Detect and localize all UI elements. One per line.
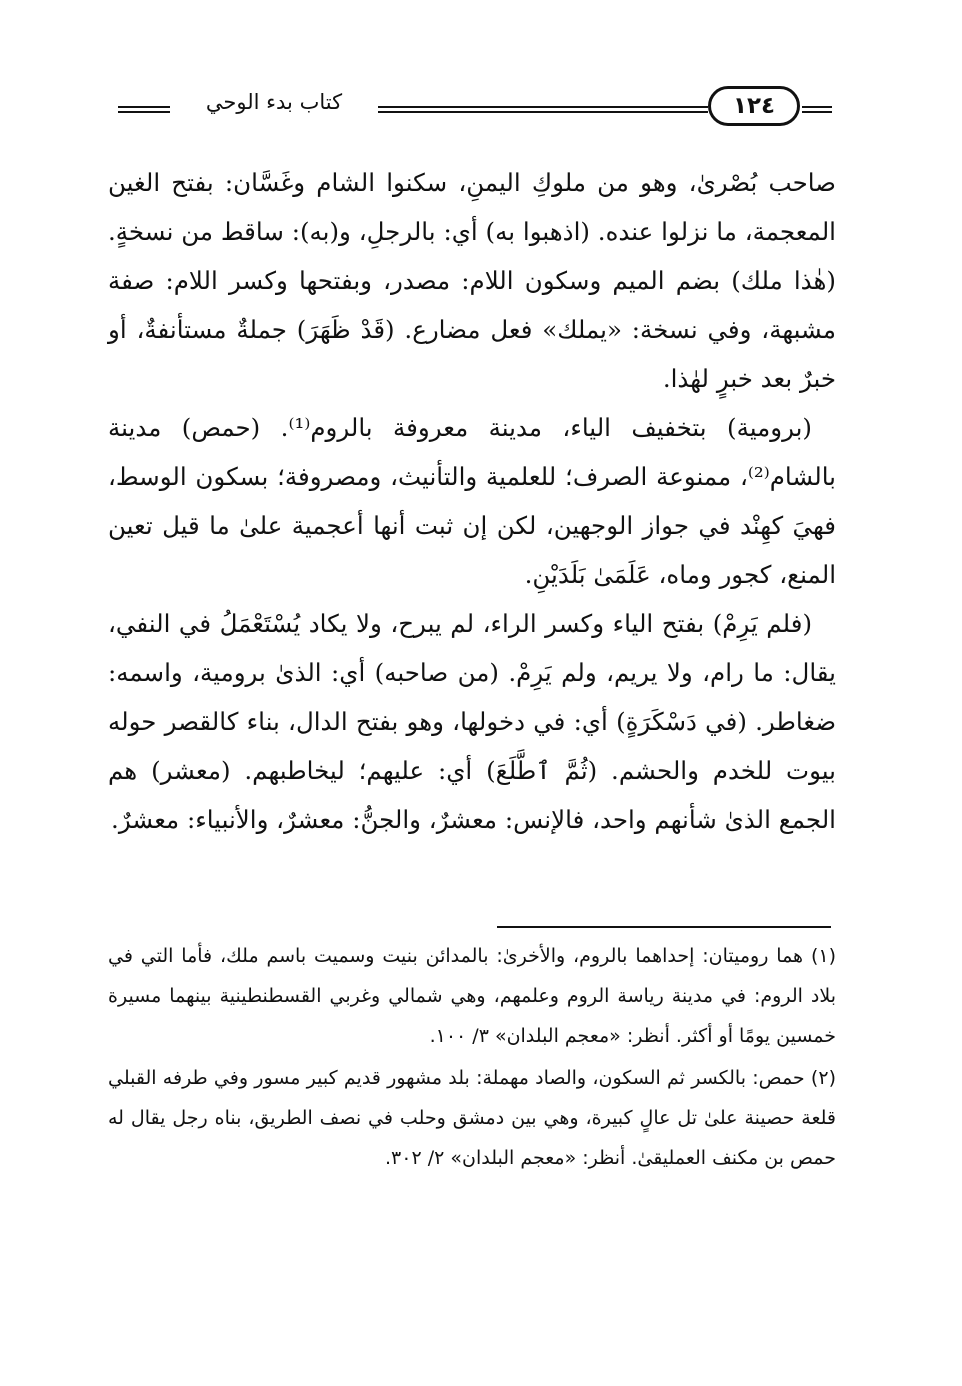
running-title: كتاب بدء الوحي [205, 90, 343, 114]
header-rule-middle [378, 106, 708, 113]
main-text [108, 158, 836, 844]
footnote: (١) هما روميتان: إحداهما بالروم، والأخرىٰ: بالمدائن بنيت وسميت باسم ملك، فأما التي في بلاد الروم: في مدينة رياسة الروم وعلمهم، وهي شمالي وغربي القسطنطينية بينهما مسيرة خمسين يومًا أو أكثر. أنظر: «معجم البلدان» ٣/ ١٠٠. [108, 945, 836, 1047]
paragraph: (برومية) بتخفيف الياء، مدينة معروفة بالروم⁽¹⁾. (حمص) مدينة بالشام⁽²⁾، ممنوعة الصرف؛ للعلمية والتأنيث، ومصروفة؛ بسكون الوسط، فهيَ كهِنْد في جواز الوجهين، لكن إن ثبت أنها أعجمية علىٰ ما قيل تعين المنع، كجور وماه، عَلَمَىٰ بَلَدَيْنِ. [108, 413, 836, 589]
paragraph: (فلم يَرِمْ) بفتح الياء وكسر الراء، لم يبرح، ولا يكاد يُسْتَعْمَلُ في النفي، يقال: ما رام، ولا يريم، ولم يَرِمْ. (من صاحبه) أي: الذىٰ برومية، واسمه: ضغاطر. (في دَسْكَرَةٍ) أي: في دخولها، وهو بفتح الدال، بناء كالقصر حوله بيوت للخدم والحشم. (ثُمَّ ٱطَّلَعَ) أي: عليهم؛ ليخاطبهم. (معشر) هم الجمع الذىٰ شأنهم واحد، فالإنس: معشرٌ، والجنُّ: معشرٌ، والأنبياء: معشرٌ. [108, 609, 836, 834]
paragraph: صاحب بُصْرىٰ، وهو من ملوكِ اليمنِ، سكنوا الشام وغَسَّان: بفتح الغين المعجمة، ما نزلوا عنده. (اذهبوا به) أي: بالرجلِ، و(به): ساقط من نسخةٍ. (هٰذا ملك) بضم الميم وسكون اللام: مصدر، وبفتحها وكسر اللام: صفة مشبهة، وفي نسخة: «يملك» فعل مضارع. (قَدْ ظَهَرَ) جملةٌ مستأنفةٌ، أو خبرٌ بعد خبرٍ لهٰذا. [108, 168, 836, 393]
header-rule-left [118, 106, 170, 113]
header-rule-right [802, 106, 832, 113]
footnotes [108, 936, 836, 1180]
page-header [110, 82, 832, 138]
page-number: ١٢٤ [708, 86, 800, 126]
footnote: (٢) حمص: بالكسر ثم السكون، والصاد مهملة: بلد مشهور قديم كبير مسور وفي طرفه القبلي قلعة حصينة علىٰ تل عالٍ كبيرة، وهي بين دمشق وحلب في نصف الطريق، بناه رجل يقال له حمص بن مكنف العمليقىٰ. أنظر: «معجم البلدان» ٢/ ٣٠٢. [108, 1067, 836, 1169]
footnote-separator [497, 926, 831, 928]
